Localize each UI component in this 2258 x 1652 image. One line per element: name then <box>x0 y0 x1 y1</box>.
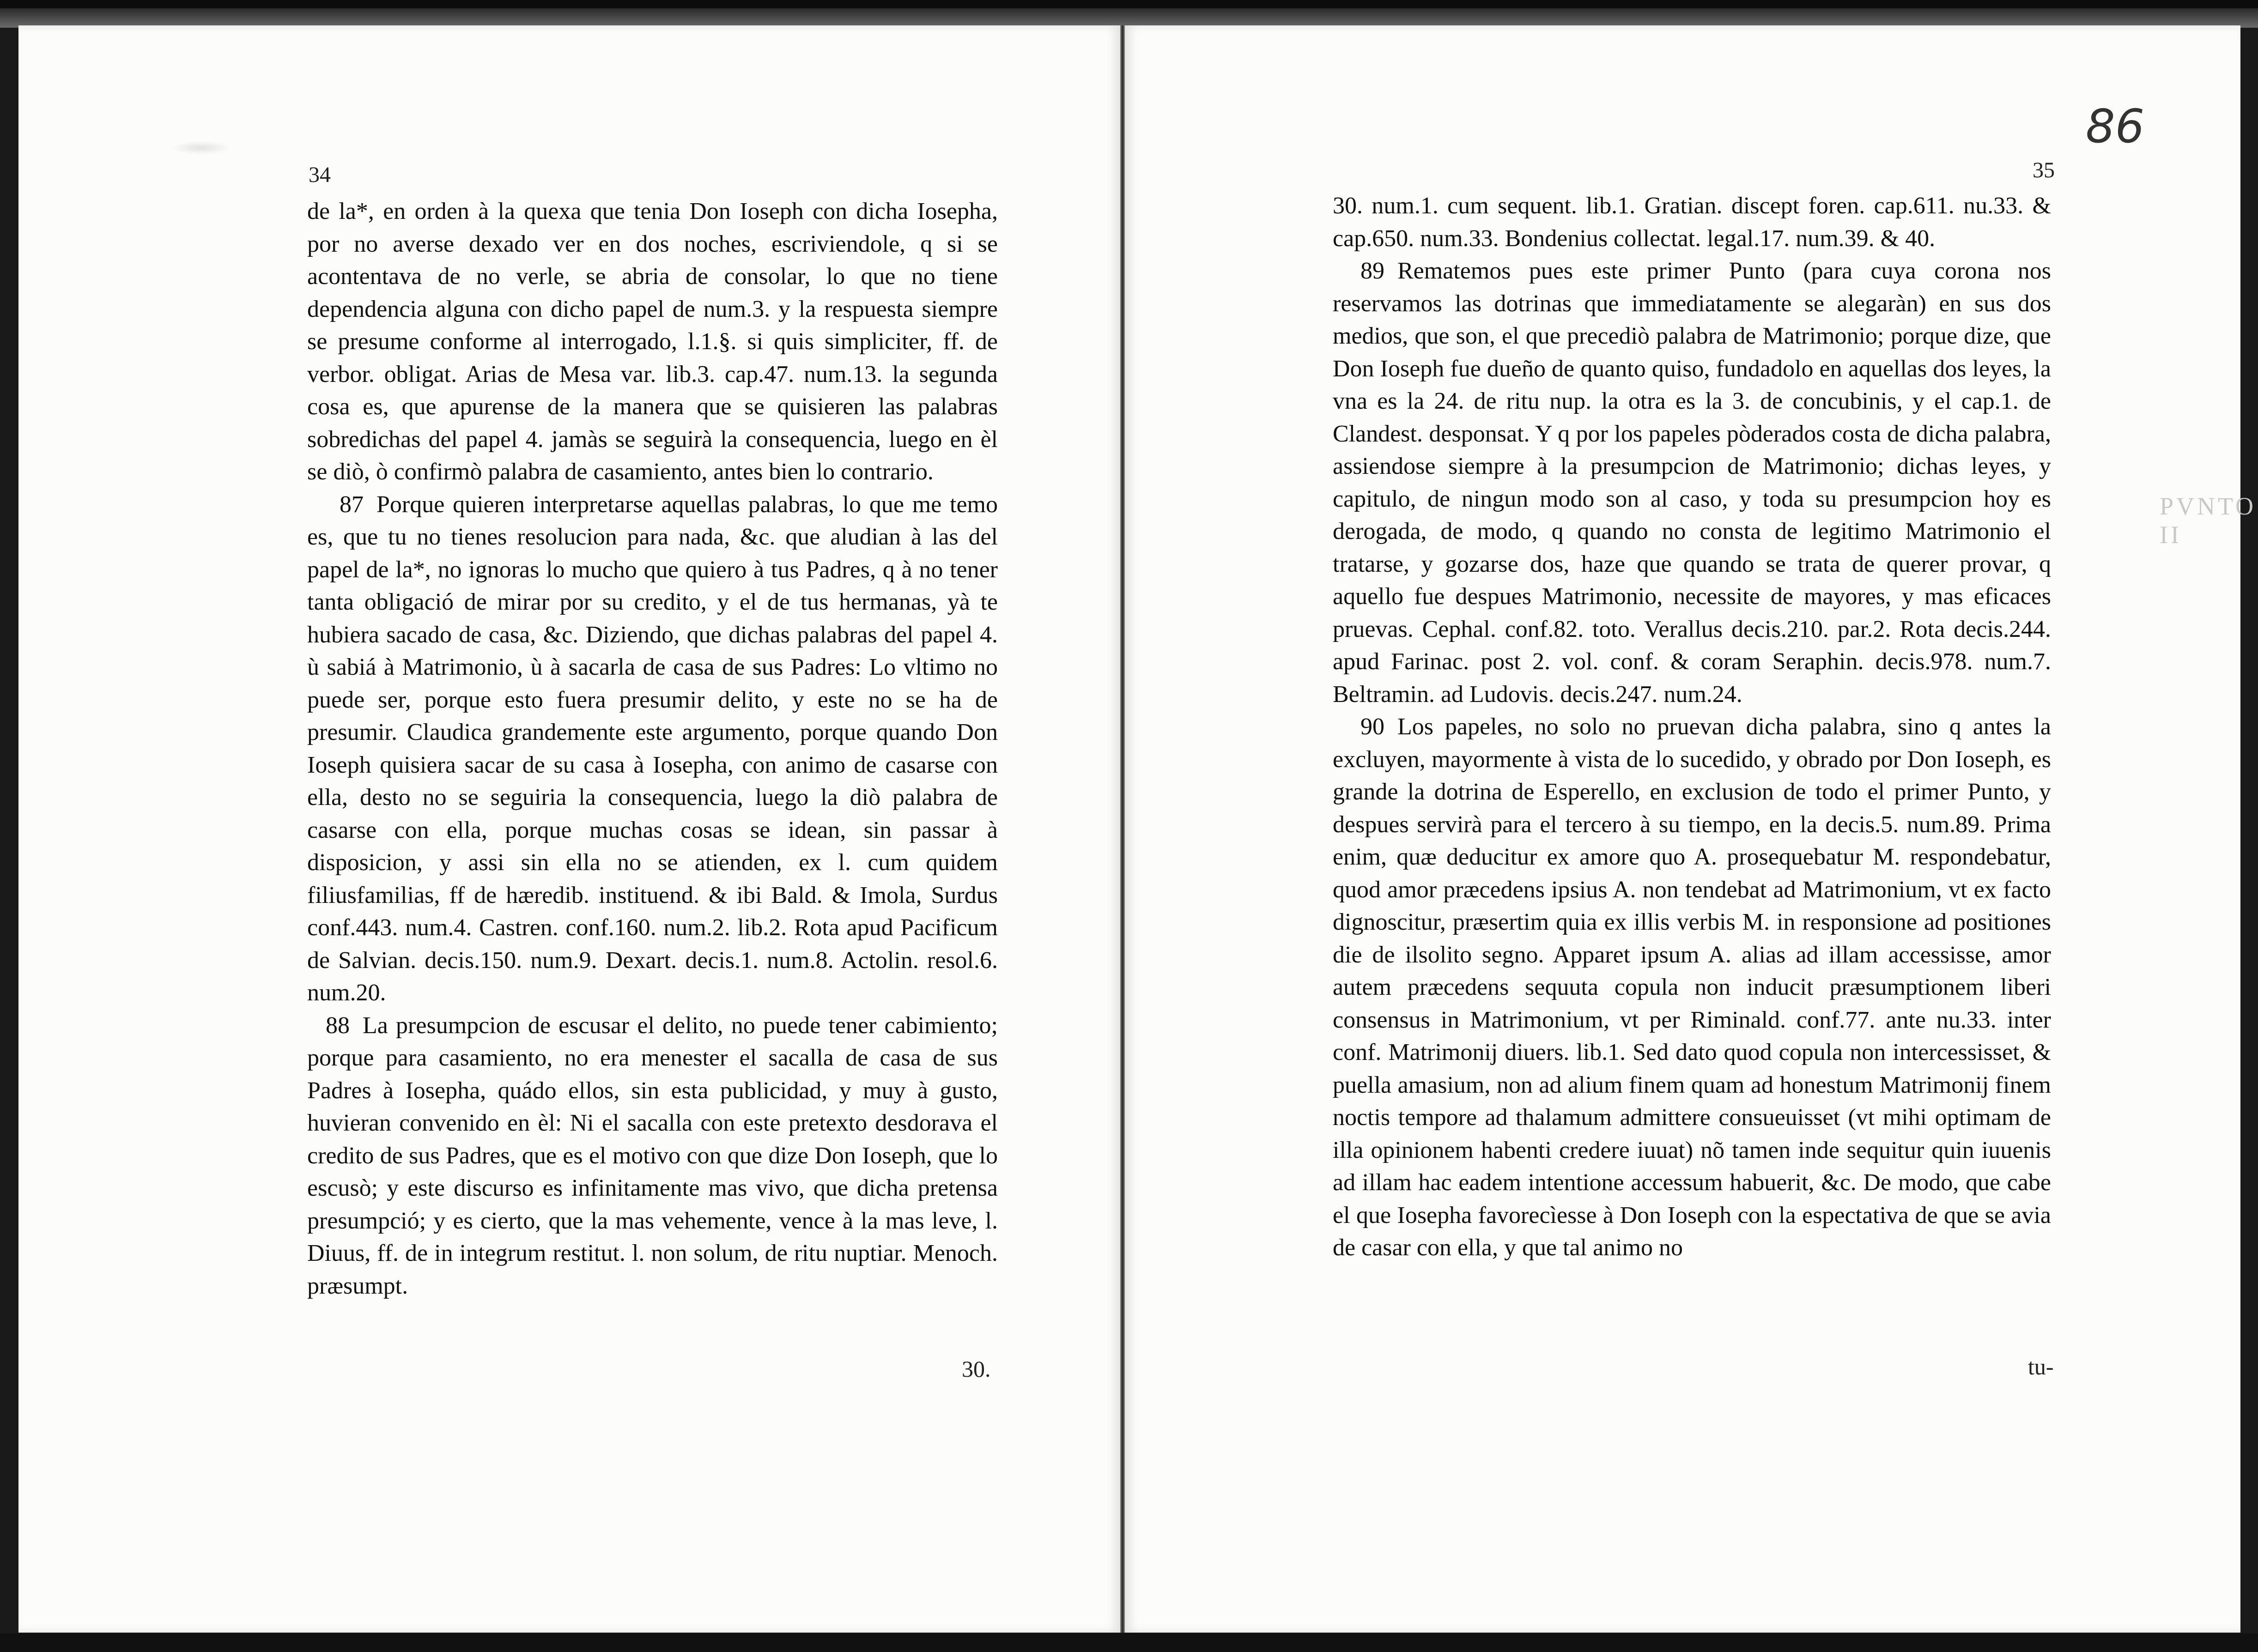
left-page-number: 34 <box>309 163 331 187</box>
left-paragraph-continuation <box>307 195 998 489</box>
book-spread <box>18 25 2257 1633</box>
paragraph-text: Porque quieren interpretarse aquellas palabras, lo que me temo es, que tu no tienes resolucion para nada, &c. que aludian à las del papel de la*, no ignoras lo mucho que quiero à tus Padres, q à no tener tanta obligació de mirar por su credito, y el de tus hermanas, yà te hubiera sacado de casa, &c. Diziendo, que dichas palabras del papel 4. ù sabiá à Matrimonio, ù à sacarla de casa de sus Padres: Lo vltimo no puede ser, porque esto fuera presumir delito, y este no se ha de presumir. Claudica grandemente este argumento, porque quando Don Ioseph quisiera sacar de su casa à Iosepha, con animo de casarse con ella, desto no se seguiria la consequencia, luego la diò palabra de casarse con ella, porque muchas cosas se idean, sin passar à disposicion, y assi sin ella no se atienden, ex l. cum quidem filiusfamilias, ff de hæredib. instituend. & ibi Bald. & Imola, Surdus conf.443. num.4. Castren. conf.160. num.2. lib.2. Rota apud Pacificum de Salvian. decis.150. num.9. Dexart. decis.1. num.8. Actolin. resol.6. num.20. <box>307 491 998 1006</box>
right-page-body <box>1333 190 2051 1265</box>
right-page-number: 35 <box>2033 158 2055 182</box>
left-page <box>18 25 1120 1633</box>
paragraph-number: 87 <box>340 491 364 518</box>
right-page <box>1125 25 2257 1633</box>
left-paragraph-88 <box>307 1010 998 1303</box>
paragraph-number: 89 <box>1360 258 1384 284</box>
bleed-through-text: PVNTO II <box>2160 492 2257 549</box>
left-paragraph-87 <box>307 489 998 1010</box>
right-catchword: tu- <box>2028 1354 2054 1380</box>
right-paragraph-continuation <box>1333 190 2051 255</box>
handwritten-folio-number: 86 <box>2086 99 2145 153</box>
paragraph-text: de la*, en orden à la quexa que tenia Don Ioseph con dicha Iosepha, por no averse dexado ver en dos noches, escriviendole, q si se acontentava de no verle, se abria de consolar, lo que no tiene dependencia alguna con dicho papel de num.3. y la respuesta siempre se presume conforme al interrogado, l.1.§. si quis simpliciter, ff. de verbor. obligat. Arias de Mesa var. lib.3. cap.47. num.13. la segunda cosa es, que apurense de la manera que se quisieren las palabras sobredichas del papel 4. jamàs se seguirà la consequencia, luego en èl se diò, ò confirmò palabra de casamiento, antes bien lo contrario. <box>307 198 998 485</box>
right-paragraph-90 <box>1333 711 2051 1265</box>
left-catchword: 30. <box>962 1356 991 1382</box>
paragraph-text: La presumpcion de escusar el delito, no puede tener cabimiento; porque para casamiento, no era menester el sacalla de casa de sus Padres à Iosepha, quádo ellos, sin esta publicidad, y muy à gusto, huvieran convenido en èl: Ni el sacalla con este pretexto desdorava el credito de sus Padres, que es el motivo con que dize Don Ioseph, que lo escusò; y este discurso es infinitamente mas vivo, que dicha pretensa presumpció; y es cierto, que la mas vehemente, vence à la mas leve, l. Diuus, ff. de in integrum restitut. l. non solum, de ritu nuptiar. Menoch. præsumpt. <box>307 1012 998 1299</box>
scanner-bottom-edge <box>0 1634 2258 1652</box>
right-paragraph-89 <box>1333 255 2051 711</box>
scanner-top-shadow <box>0 8 2258 28</box>
paragraph-number: 90 <box>1360 714 1384 740</box>
paragraph-text: Los papeles, no solo no pruevan dicha palabra, sino q antes la excluyen, mayormente à vista de lo sucedido, y obrado por Don Ioseph, es grande la dotrina de Esperello, en exclusion de todo el primer Punto, y despues servirà para el tercero à su tiempo, en la decis.5. num.89. Prima enim, quæ deducitur ex amore quo A. prosequebatur M. respondebatur, quod amor præcedens ipsius A. non tendebat ad Matrimonium, vt ex facto dignoscitur, præsertim quia ex illis verbis M. in responsione ad positiones die de ilsolito segno. Apparet ipsum A. alias ad illam accessisse, amor autem præcedens sequuta copula non inducit præsumptionem liberi consensus in Matrimonium, vt per Riminald. conf.77. ante nu.33. inter conf. Matrimonij diuers. lib.1. Sed dato quod copula non intercessisset, & puella amasium, non ad alium finem quam ad honestum Matrimonij finem noctis tempore ad thalamum admittere consueuisset (vt mihi optimam de illa opinionem habenti credere iuuat) nõ tamen inde sequitur quin iuuenis ad illam hac eadem intentione accessum habuerit, &c. De modo, que cabe el que Iosepha favorecìesse à Don Ioseph con la espectativa de que se avia de casar con ella, y que tal animo no <box>1333 714 2051 1261</box>
paragraph-text: 30. num.1. cum sequent. lib.1. Gratian. discept foren. cap.611. nu.33. & cap.650. num.33. Bondenius collectat. legal.17. num.39. & 40. <box>1333 193 2051 252</box>
book-gutter <box>1120 25 1125 1633</box>
paragraph-text: Rematemos pues este primer Punto (para cuya corona nos reservamos las dotrinas que immediatamente se alegaràn) en sus dos medios, que son, el que precediò palabra de Matrimonio; porque dize, que Don Ioseph fue dueño de quanto quiso, fundadolo en aquellas dos leyes, la vna es la 24. de ritu nup. la otra es la 3. de concubinis, y el cap.1. de Clandest. desponsat. Y q por los papeles pòderados costa de dicha palabra, assiendose siempre à la presumpcion de Matrimonio; dichas leyes, y capitulo, de ningun modo son al caso, y toda su presumpcion hoy es derogada, de modo, q quando no consta de legitimo Matrimonio el tratarse, y gozarse dos, haze que quando se trata de querer provar, q aquello fue despues Matrimonio, necessite de mayores, y mas eficaces pruevas. Cephal. conf.82. toto. Verallus decis.210. par.2. Rota decis.244. apud Farinac. post 2. vol. conf. & coram Seraphin. decis.978. num.7. Beltramin. ad Ludovis. decis.247. num.24. <box>1333 258 2051 708</box>
left-page-body <box>307 195 998 1302</box>
page-smudge <box>171 141 231 155</box>
paragraph-number: 88 <box>326 1012 350 1039</box>
